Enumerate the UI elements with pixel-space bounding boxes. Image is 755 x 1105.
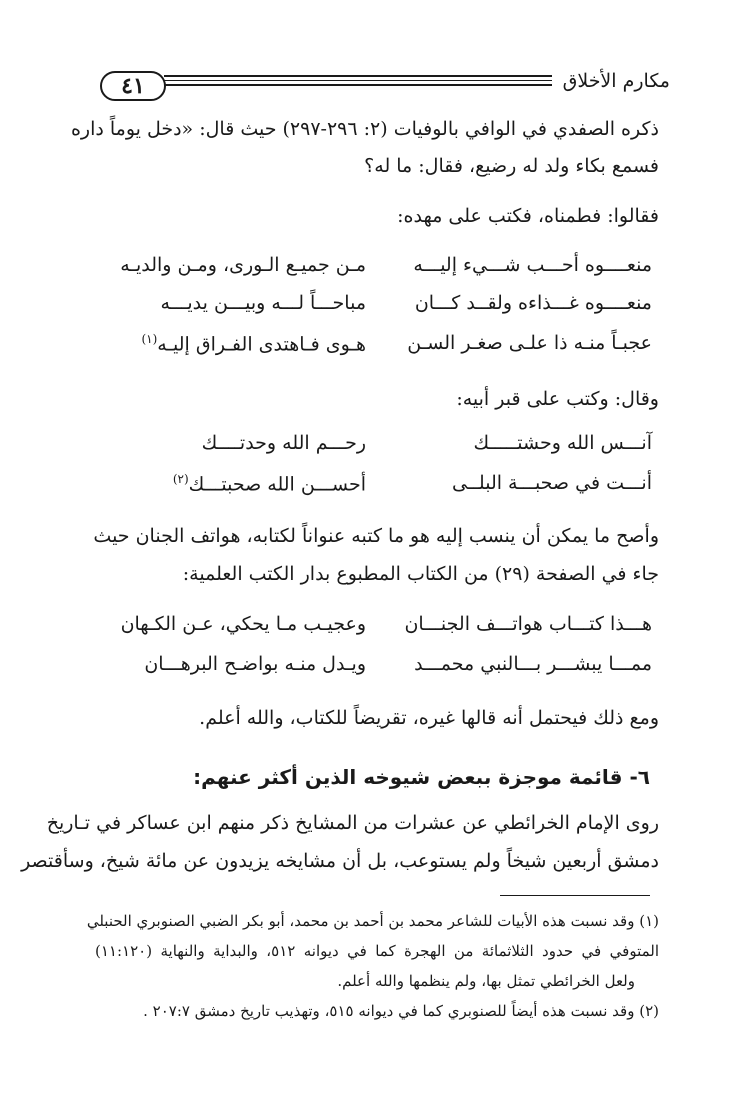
body-line: روى الإمام الخرائطي عن عشرات من المشايخ ذكر منهم ابن عساكر في تـاريخ: [46, 812, 659, 834]
body-line: وأصح ما يمكن أن ينسب إليه هو ما كتبه عنواناً لكتابه، هواتف الجنان حيث: [93, 525, 659, 547]
footnote-line: ولعل الخرائطي تمثل بها، ولم ينظمها والله أعلم.: [337, 972, 635, 990]
verse-intro: وقال: وكتب على قبر أبيه:: [456, 388, 659, 410]
verse-text: هـوى فـاهتدى الفـراق إليـه: [157, 333, 366, 356]
verse-hemistich: منعــــوه أحـــب شـــيء إليـــه: [413, 254, 652, 276]
verse-hemistich: منعــــوه غـــذاءه ولقــد كـــان: [414, 292, 652, 314]
footnote-line: (١) وقد نسبت هذه الأبيات للشاعر محمد بن أحمد بن محمد، أبو بكر الضبي الصنوبري الحنبلي: [86, 912, 659, 930]
body-line: دمشق أربعين شيخاً ولم يستوعب، بل أن مشايخه يزيدون عن مائة شيخ، وسأقتصر: [21, 850, 659, 872]
footnote-marker: (١): [141, 332, 158, 346]
verse-hemistich: ويـدل منـه بواضـح البرهـــان: [144, 653, 366, 675]
verse-row: [92, 653, 652, 679]
page-number: ٤١: [121, 73, 145, 99]
verse-hemistich: هـــذا كتـــاب هواتـــف الجنـــان: [404, 613, 652, 635]
footnote-line: المتوفي في حدود الثلاثمائة من الهجرة كما في ديوانه ٥١٢، والبداية والنهاية (١١:١٢٠): [95, 942, 659, 960]
footnote-line: (٢) وقد نسبت هذه أيضاً للصنوبري كما في ديوانه ٥١٥، وتهذيب تاريخ دمشق ٢٠٧:٧ .: [143, 1002, 659, 1020]
section-heading: ٦- قائمة موجزة ببعض شيوخه الذين أكثر عنهم:: [193, 765, 650, 789]
verse-row: [92, 254, 652, 280]
verse-hemistich: رحـــم الله وحدتــــك: [201, 432, 366, 454]
running-title: مكارم الأخلاق: [562, 70, 670, 92]
verse-hemistich: [141, 332, 366, 355]
page-header: [92, 68, 670, 104]
verse-hemistich: [173, 472, 366, 495]
verse-row: [92, 332, 652, 358]
verse-row: [92, 472, 652, 498]
verse-intro: فقالوا: فطمناه، فكتب على مهده:: [397, 205, 659, 227]
verse-hemistich: مـن جميـع الـورى، ومـن والديـه: [120, 254, 366, 276]
footnote-marker: (٢): [172, 472, 189, 486]
verse-hemistich: عجبـاً منـه ذا علـى صغـر السـن: [407, 332, 652, 354]
verse-row: [92, 613, 652, 639]
verse-hemistich: ممـــا يبشـــر بـــالنبي محمـــد: [414, 653, 652, 675]
verse-hemistich: مباحـــاً لـــه وبيـــن يديـــه: [160, 292, 366, 314]
body-line: ومع ذلك فيحتمل أنه قالها غيره، تقريضاً للكتاب، والله أعلم.: [199, 707, 659, 729]
verse-row: [92, 292, 652, 318]
verse-hemistich: أنـــت في صحبـــة البلــى: [451, 472, 652, 494]
verse-text: أحســـن الله صحبتـــك: [188, 473, 366, 496]
verse-row: [92, 432, 652, 458]
body-line: ذكره الصفدي في الوافي بالوفيات (٢: ٢٩٦-٢٩٧) حيث قال: «دخل يوماً داره: [70, 118, 659, 140]
verse-hemistich: وعجيـب مـا يحكي، عـن الكـهان: [120, 613, 366, 635]
body-line: جاء في الصفحة (٢٩) من الكتاب المطبوع بدار الكتب العلمية:: [182, 563, 659, 585]
page-number-badge: [100, 71, 166, 101]
header-rule: [164, 75, 552, 89]
body-line: فسمع بكاء ولد له رضيع، فقال: ما له؟: [364, 155, 659, 177]
verse-hemistich: آنـــس الله وحشتـــــك: [473, 432, 652, 454]
footnote-separator: [500, 895, 650, 896]
